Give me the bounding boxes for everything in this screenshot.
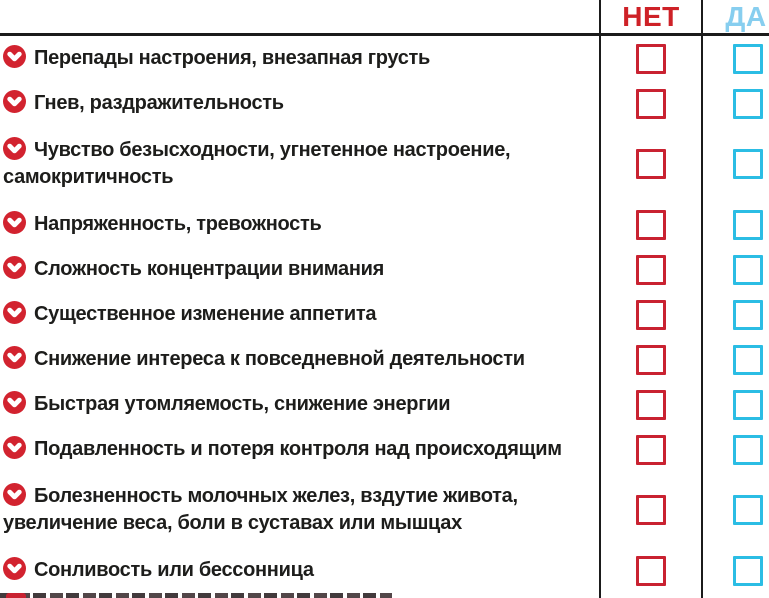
answer-cell-no (600, 44, 702, 74)
answer-cell-yes (702, 89, 769, 119)
symptom-label (0, 301, 600, 328)
checkbox-no[interactable] (636, 435, 666, 465)
checkbox-yes[interactable] (733, 210, 763, 240)
symptom-label-text: Болезненность молочных желез, вздутие живота, увеличение веса, боли в суставах или мышцах (3, 485, 518, 534)
checkbox-yes[interactable] (733, 149, 763, 179)
checkbox-yes[interactable] (733, 44, 763, 74)
checkbox-no[interactable] (636, 300, 666, 330)
checkbox-yes[interactable] (733, 89, 763, 119)
checklist-rows (0, 36, 769, 593)
symptom-label-text: Существенное изменение аппетита (34, 303, 377, 325)
answer-cell-no (600, 435, 702, 465)
symptom-label-text: Быстрая утомляемость, снижение энергии (34, 393, 451, 415)
checklist-row (0, 548, 769, 593)
checkbox-yes[interactable] (733, 495, 763, 525)
checkbox-no[interactable] (636, 44, 666, 74)
checklist-row (0, 247, 769, 292)
symptom-label (0, 391, 600, 418)
column-header-no: НЕТ (622, 1, 680, 32)
chevron-down-circle-icon (3, 483, 26, 506)
chevron-down-circle-icon (3, 346, 26, 369)
checkbox-no[interactable] (636, 89, 666, 119)
checklist-row (0, 81, 769, 126)
symptom-label-text: Гнев, раздражительность (34, 92, 284, 114)
chevron-down-circle-icon (3, 211, 26, 234)
checklist-row (0, 427, 769, 472)
checkbox-yes[interactable] (733, 345, 763, 375)
checkbox-no[interactable] (636, 556, 666, 586)
checkbox-yes[interactable] (733, 435, 763, 465)
chevron-down-circle-icon (3, 45, 26, 68)
symptom-label-text: Подавленность и потеря контроля над происходящим (34, 438, 562, 460)
answer-cell-no (600, 210, 702, 240)
symptom-label (0, 436, 600, 463)
answer-cell-no (600, 149, 702, 179)
answer-cell-yes (702, 390, 769, 420)
chevron-down-circle-icon (3, 301, 26, 324)
checklist-row (0, 337, 769, 382)
column-header-yes: ДА (725, 1, 767, 32)
answer-cell-yes (702, 255, 769, 285)
cropped-next-row-icon-remnant (6, 593, 26, 598)
answer-cell-yes (702, 345, 769, 375)
table-header (0, 0, 769, 33)
checklist-row (0, 126, 769, 202)
symptom-label (0, 483, 600, 537)
checkbox-no[interactable] (636, 149, 666, 179)
answer-cell-no (600, 345, 702, 375)
checklist-row (0, 36, 769, 81)
chevron-down-circle-icon (3, 256, 26, 279)
answer-cell-no (600, 495, 702, 525)
answer-cell-yes (702, 44, 769, 74)
symptom-label (0, 211, 600, 238)
checkbox-yes[interactable] (733, 390, 763, 420)
chevron-down-circle-icon (3, 137, 26, 160)
symptom-label (0, 346, 600, 373)
symptom-label (0, 137, 600, 191)
answer-cell-yes (702, 210, 769, 240)
symptom-label-text: Перепады настроения, внезапная грусть (34, 47, 431, 69)
symptom-label-text: Чувство безысходности, угнетенное настроение, самокритичность (3, 139, 511, 188)
answer-cell-no (600, 300, 702, 330)
symptom-label-text: Снижение интереса к повседневной деятельности (34, 348, 525, 370)
answer-cell-yes (702, 149, 769, 179)
chevron-down-circle-icon (3, 391, 26, 414)
answer-cell-yes (702, 495, 769, 525)
answer-cell-yes (702, 556, 769, 586)
answer-cell-yes (702, 435, 769, 465)
chevron-down-circle-icon (3, 436, 26, 459)
checkbox-yes[interactable] (733, 556, 763, 586)
checkbox-no[interactable] (636, 495, 666, 525)
checklist-row (0, 382, 769, 427)
checklist-row (0, 202, 769, 247)
checkbox-no[interactable] (636, 390, 666, 420)
checkbox-no[interactable] (636, 345, 666, 375)
symptom-label (0, 90, 600, 117)
chevron-down-circle-icon (3, 90, 26, 113)
checkbox-no[interactable] (636, 255, 666, 285)
answer-cell-no (600, 89, 702, 119)
symptom-label-text: Напряженность, тревожность (34, 213, 322, 235)
symptom-label-text: Сложность концентрации внимания (34, 258, 385, 280)
answer-cell-no (600, 556, 702, 586)
answer-cell-no (600, 255, 702, 285)
checkbox-no[interactable] (636, 210, 666, 240)
answer-cell-no (600, 390, 702, 420)
symptom-label (0, 557, 600, 584)
chevron-down-circle-icon (3, 557, 26, 580)
symptom-label-text: Сонливость или бессонница (34, 559, 314, 581)
checkbox-yes[interactable] (733, 300, 763, 330)
symptom-label (0, 256, 600, 283)
cropped-next-row-remnant (0, 593, 392, 598)
symptom-label (0, 45, 600, 72)
answer-cell-yes (702, 300, 769, 330)
checklist-row (0, 292, 769, 337)
checklist-row (0, 472, 769, 548)
checkbox-yes[interactable] (733, 255, 763, 285)
